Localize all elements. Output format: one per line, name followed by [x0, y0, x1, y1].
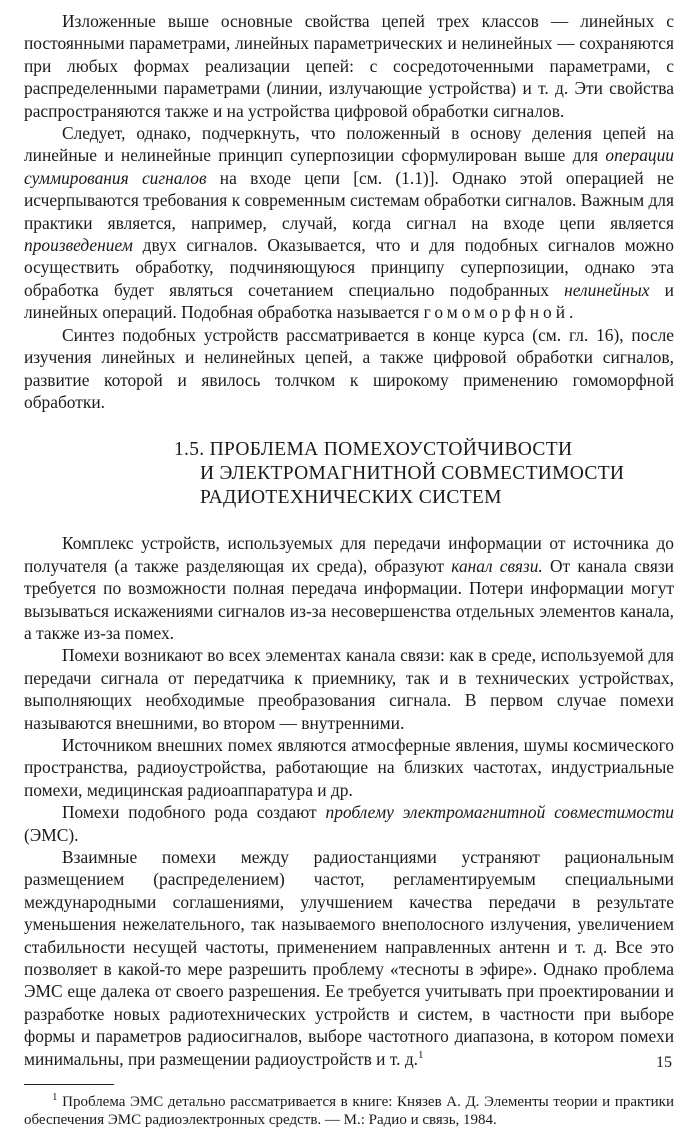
- emphasis-product: произведением: [24, 235, 133, 256]
- text-run: Помехи подобного рода создают: [62, 802, 326, 823]
- text-run: Следует, однако, подчеркнуть, что положенный в основу деления цепей на линейные и нелинейные принцип суперпозиции сформулирован выше для: [24, 123, 674, 166]
- paragraph-channel: [24, 532, 674, 644]
- section-heading-line-3: РАДИОТЕХНИЧЕСКИХ СИСТЕМ: [200, 487, 502, 509]
- footnote-text: Проблема ЭМС детально рассматривается в книге: Князев А. Д. Элементы теории и практики обеспечения ЭМС радиоэлектронных средств. — М.: Радио и связь, 1984.: [24, 1094, 674, 1129]
- text-run: Комплекс устройств, используемых для передачи информации от источника до получателя (а также разделяющая их среда), образуют: [24, 533, 674, 576]
- emphasis-emc: проблему электромагнитной совместимости: [325, 802, 674, 823]
- paragraph-emc: [24, 801, 674, 846]
- footnote-mark: 1: [52, 1091, 58, 1104]
- section-heading: [174, 438, 674, 510]
- spaced-term-homomorphic: гомоморфной.: [423, 302, 578, 323]
- text-run: Взаимные помехи между радиостанциями устраняют рациональным размещением (распределением) частот, регламентируемым специальными международными соглашениями, улучшением качества передачи в результате уменьшения нежелательного, так называемого внеполосного излучения, увеличением стабильности несущей частоты, применением направленных антенн и т. д. Все это позволяет в какой-то мере разрешить проблему «тесноты в эфире». Однако проблема ЭМС еще далека от своего разрешения. Ее требуется учитывать при проектировании и разработке новых радиотехнических устройств и систем, в частности при выборе формы и параметров радиосигналов, выборе частотного диапазона, в котором помехи минимальны, при размещении радиоустройств и т. д.: [24, 847, 674, 1069]
- text-run: (ЭМС).: [24, 824, 79, 845]
- page-body: [24, 10, 674, 1129]
- footnote-reference[interactable]: 1: [418, 1048, 424, 1061]
- paragraph-superposition: [24, 122, 674, 324]
- paragraph-properties: Изложенные выше основные свойства цепей трех классов — линейных с постоянными параметрами, линейных параметрических и нелинейных — сохраняются при любых формах реализации цепей: с сосредоточенными параметрами, с распределенными параметрами (линии, излучающие устройства) и т. д. Эти свойства распространяются также и на устройства цифровой обработки сигналов.: [24, 11, 674, 121]
- paragraph-interference: Помехи возникают во всех элементах канала связи: как в среде, используемой для передачи сигнала от передатчика к приемнику, так и в технических устройствах, выполняющих необходимые преобразования сигнала. В первом случае помехи называются внешними, во втором — внутренними.: [24, 645, 674, 733]
- paragraph-mutual-interference: [24, 846, 674, 1070]
- paragraph-external-sources: Источником внешних помех являются атмосферные явления, шумы космического пространства, радиоустройства, работающие на близких частотах, индустриальные помехи, медицинская радиоаппаратура и др.: [24, 734, 674, 800]
- text-run: От канала связи требуется по возможности полная передача информации. Потери информации могут вызываться искажениями сигналов из-за несовершенства отдельных элементов канала, а также из-за помех.: [24, 555, 674, 643]
- emphasis-summation: операции суммирования сигналов: [24, 145, 674, 188]
- text-run: и линейных операций. Подобная обработка называется: [24, 279, 674, 323]
- paragraph-synthesis: Синтез подобных устройств рассматривается в конце курса (см. гл. 16), после изучения линейных и нелинейных цепей, а также цифровой обработки сигналов, развитие которой и явилось толчком к широкому применению гомоморфной обработки.: [24, 324, 674, 412]
- emphasis-channel: канал связи.: [451, 555, 543, 576]
- text-run: двух сигналов. Оказывается, что и для подобных сигналов можно осуществить обработку, подчиняющуюся принципу суперпозиции, однако эта обработка будет являться сочетанием специально подобранных: [24, 235, 674, 300]
- text-run: на входе цепи [см. (1.1)]. Однако этой операцией не исчерпываются требования к современным системам обработки сигналов. Важным для практики является, например, случай, когда сигнал на входе цепи является: [24, 167, 674, 233]
- footnote-divider: [24, 1084, 114, 1085]
- section-heading-line-2: И ЭЛЕКТРОМАГНИТНОЙ СОВМЕСТИМОСТИ: [200, 463, 625, 485]
- section-heading-line-1: 1.5. ПРОБЛЕМА ПОМЕХОУСТОЙЧИВОСТИ: [174, 439, 573, 461]
- emphasis-nonlinear: нелинейных: [564, 279, 650, 300]
- page-number: 15: [656, 1054, 672, 1071]
- footnote: [24, 1093, 674, 1129]
